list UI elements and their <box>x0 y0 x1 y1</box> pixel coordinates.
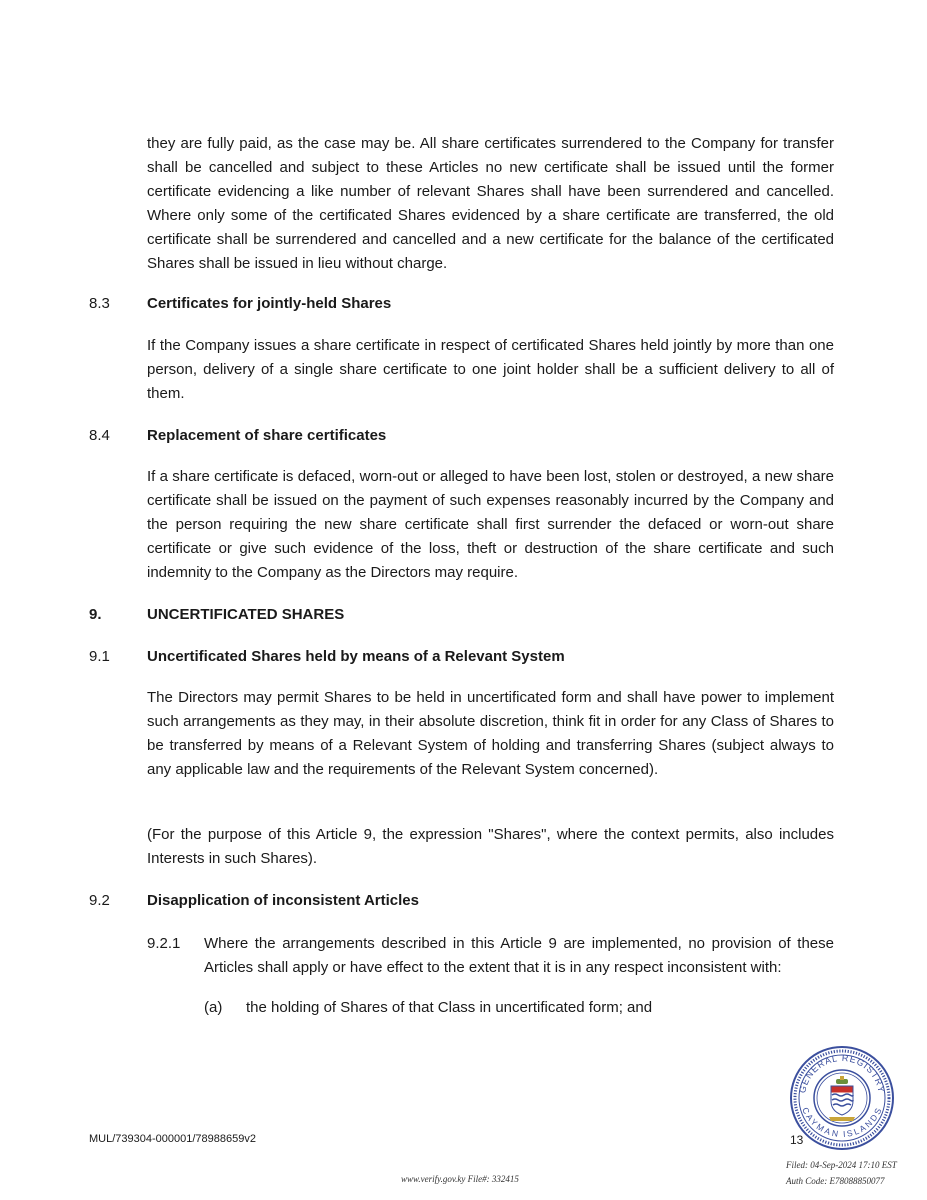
list-item-label: (a) <box>204 999 223 1016</box>
list-item-text: the holding of Shares of that Class in uncertificated form; and <box>246 999 653 1016</box>
seal-top-text: GENERAL REGISTRY <box>797 1052 887 1095</box>
seal-bottom-text: CAYMAN ISLANDS <box>800 1105 884 1140</box>
section-title: Replacement of share certificates <box>147 427 387 444</box>
section-title: Certificates for jointly-held Shares <box>147 295 392 312</box>
section-title: Disapplication of inconsistent Articles <box>147 892 419 909</box>
section-number: 9.2 <box>89 892 110 909</box>
section-9-1-note: (For the purpose of this Article 9, the expression "Shares", where the context permits, also includes Interests in such Shares). <box>147 826 834 867</box>
section-8-3-paragraph: If the Company issues a share certificate in respect of certificated Shares held jointly by more than one person, delivery of a single share certificate to one joint holder shall be a sufficient delivery to all of them. <box>147 337 834 402</box>
section-title: UNCERTIFICATED SHARES <box>147 606 345 623</box>
subsection-number: 9.2.1 <box>147 935 181 952</box>
section-number: 8.3 <box>89 295 110 312</box>
filed-date: Filed: 04-Sep-2024 17:10 EST <box>786 1160 897 1170</box>
subsection-9-2-1-text: Where the arrangements described in this Article 9 are implemented, no provision of these Articles shall apply or have effect to the extent that it is in any respect inconsistent with: <box>204 935 834 976</box>
page-number: 13 <box>790 1133 804 1147</box>
section-number: 9. <box>89 606 102 623</box>
section-9-1-paragraph: The Directors may permit Shares to be held in uncertificated form and shall have power to implement such arrangements as they may, in their absolute discretion, think fit in order for any Class of Shares to be transferred by means of a Relevant System of holding and transferring Shares (subject always to any applicable law and the requirements of the Relevant System concerned). <box>147 689 834 778</box>
section-8-4-paragraph: If a share certificate is defaced, worn-out or alleged to have been lost, stolen or destroyed, a new share certificate shall be issued on the payment of such expenses reasonably incurred by the Company and the person requiring the new share certificate shall first surrender the defaced or worn-out share certificate or give such evidence of the loss, theft or destruction of the share certificate and such indemnity to the Company as the Directors may require. <box>147 468 834 581</box>
section-title: Uncertificated Shares held by means of a Relevant System <box>147 648 565 665</box>
section-number: 9.1 <box>89 648 110 665</box>
general-registry-seal-icon <box>789 1045 895 1151</box>
section-number: 8.4 <box>89 427 110 444</box>
filing-stamp <box>786 1157 897 1189</box>
verify-link: www.verify.gov.ky File#: 332415 <box>401 1174 519 1184</box>
continuation-paragraph: they are fully paid, as the case may be. All share certificates surrendered to the Company for transfer shall be cancelled and subject to these Articles no new certificate shall be issued until the former certificate evidencing a like number of relevant Shares shall have been surrendered and cancelled. Where only some of the certificated Shares evidenced by a share certificate are transferred, the old certificate shall be surrendered and cancelled and a new certificate for the balance of the certificated Shares shall be issued in lieu without charge. <box>147 135 834 272</box>
auth-code: Auth Code: E78088850077 <box>786 1176 885 1186</box>
document-reference: MUL/739304-000001/78988659v2 <box>89 1133 256 1145</box>
